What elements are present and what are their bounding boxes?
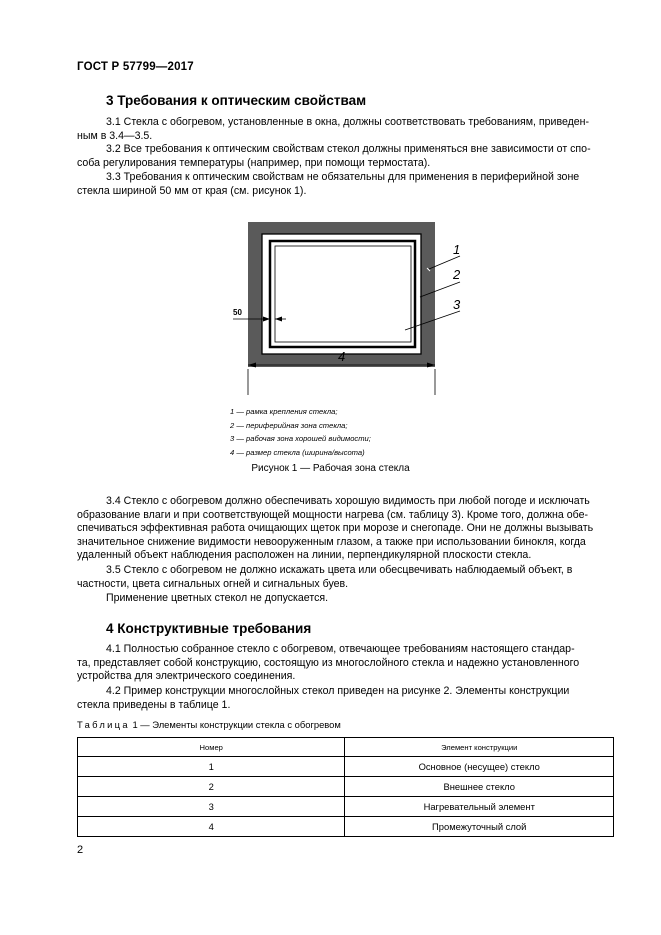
table-header-row bbox=[78, 738, 614, 757]
figure-1-legend bbox=[230, 405, 371, 459]
table-row bbox=[78, 777, 614, 797]
legend-item: 4 — размер стекла (ширина/высота) bbox=[230, 447, 365, 457]
paragraph-colored-glass bbox=[77, 592, 614, 606]
dimension-50-label: 50 bbox=[233, 308, 242, 317]
paragraph-3-3 bbox=[77, 171, 614, 198]
paragraph-line: 3.5 Стекло с обогревом не должно искажать цвета или обесцвечивать наблюдаемый объект, в bbox=[106, 564, 573, 576]
paragraph-line: удаленный объект наблюдения расположен на линии, перпендикулярной плоскости стекла. bbox=[77, 549, 532, 562]
table-cell: Внешнее стекло bbox=[345, 777, 614, 797]
paragraph-line: 3.2 Все требования к оптическим свойствам стекол должны применяться вне зависимости от спо- bbox=[106, 143, 591, 155]
callout-4: 4 bbox=[338, 349, 346, 364]
section-3-title: 3 Требования к оптическим свойствам bbox=[106, 93, 367, 108]
document-header: ГОСТ Р 57799—2017 bbox=[77, 61, 194, 73]
table-cell: 2 bbox=[78, 777, 345, 797]
table-cell: Нагревательный элемент bbox=[345, 797, 614, 817]
paragraph-4-2 bbox=[77, 685, 614, 712]
callout-2: 2 bbox=[453, 267, 461, 282]
table-cell: 3 bbox=[78, 797, 345, 817]
paragraph-line: 3.3 Требования к оптическим свойствам не обязательны для применения в периферийной зоне bbox=[106, 171, 580, 183]
paragraph-line: 3.4 Стекло с обогревом должно обеспечивать хорошую видимость при любой погоде и исключать bbox=[106, 495, 590, 507]
paragraph-line: Применение цветных стекол не допускается. bbox=[106, 592, 329, 604]
table-row bbox=[78, 757, 614, 777]
paragraph-line: устройства для электрического соединения. bbox=[77, 670, 296, 683]
table-1-caption: Таблица 1 — Элементы конструкции стекла с обогревом bbox=[77, 719, 341, 730]
paragraph-3-5 bbox=[77, 564, 614, 591]
callout-1: 1 bbox=[453, 242, 461, 257]
table-cell: Промежуточный слой bbox=[345, 817, 614, 837]
column-header-element: Элемент конструкции bbox=[345, 738, 614, 757]
paragraph-3-1 bbox=[77, 116, 614, 143]
working-zone-inner bbox=[275, 246, 411, 342]
paragraph-3-4 bbox=[77, 495, 614, 563]
page-number: 2 bbox=[77, 844, 84, 856]
figure-1-caption: Рисунок 1 — Рабочая зона стекла bbox=[251, 463, 410, 474]
table-cell: 1 bbox=[78, 757, 345, 777]
paragraph-line: 3.1 Стекла с обогревом, установленные в окна, должны соответствовать требованиям, приведен- bbox=[106, 116, 590, 128]
callout-3: 3 bbox=[453, 297, 461, 312]
paragraph-line: частности, цвета сигнальных огней и сигнальных буев. bbox=[77, 577, 349, 590]
paragraph-line: образование влаги и при соответствующей мощности нагрева (см. таблицу 3). Кроме того, должна обе- bbox=[77, 508, 588, 521]
table-row bbox=[78, 797, 614, 817]
legend-item: 1 — рамка крепления стекла; bbox=[230, 407, 338, 416]
paragraph-line: 4.2 Пример конструкции многослойных стекол приведен на рисунке 2. Элементы конструкции bbox=[106, 685, 570, 697]
paragraph-line: 4.1 Полностью собранное стекло с обогревом, отвечающее требованиям настоящего стандар- bbox=[106, 643, 575, 655]
column-header-number: Номер bbox=[78, 738, 345, 757]
paragraph-4-1 bbox=[77, 643, 614, 684]
legend-item: 3 — рабочая зона хорошей видимости; bbox=[230, 434, 371, 443]
paragraph-line: значительное снижение видимости невооруженным глазом, а также при использовании бинокля, когда bbox=[77, 535, 586, 548]
section-4-title: 4 Конструктивные требования bbox=[106, 621, 312, 636]
paragraph-line: та, представляет собой конструкцию, состоящую из многослойного стекла и надежно установленного bbox=[77, 656, 580, 669]
table-row bbox=[78, 817, 614, 837]
paragraph-line: стекла шириной 50 мм от края (см. рисунок 1). bbox=[77, 184, 307, 197]
legend-item: 2 — периферийная зона стекла; bbox=[230, 420, 348, 430]
table-cell: Основное (несущее) стекло bbox=[345, 757, 614, 777]
table-cell: 4 bbox=[78, 817, 345, 837]
figure-1-diagram bbox=[220, 215, 480, 395]
paragraph-line: стекла приведены в таблице 1. bbox=[77, 698, 231, 711]
paragraph-line: соба регулирования температуры (например, при помощи термостата). bbox=[77, 156, 431, 169]
table-1 bbox=[77, 737, 614, 837]
paragraph-3-2 bbox=[77, 143, 614, 170]
paragraph-line: спечиваться эффективная работа очищающих щеток при морозе и снегопаде. Они не должны вызывать bbox=[77, 522, 594, 535]
paragraph-line: ным в 3.4—3.5. bbox=[77, 129, 153, 142]
